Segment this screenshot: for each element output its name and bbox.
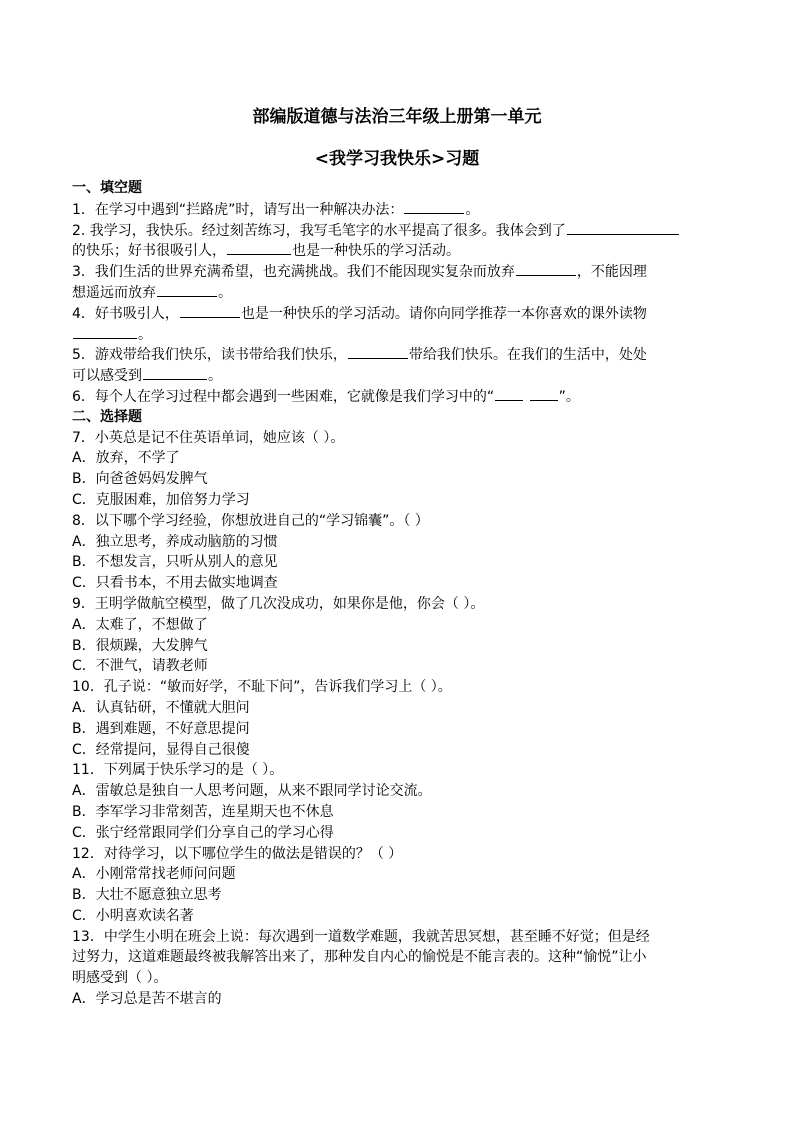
question-7-stem: 7．小英总是记不住英语单词，她应该（ ）。 — [72, 429, 345, 446]
question-12-stem: 12．对待学习，以下哪位学生的做法是错误的？（ ） — [72, 845, 403, 862]
answer-blank — [227, 240, 291, 255]
question-text: 2. 我学习，我快乐。经过刻苦练习，我写毛笔字的水平提高了很多。我体会到了 — [72, 222, 566, 239]
question-text: 带给我们快乐。在我们的生活中，处处 — [408, 347, 647, 364]
question-9-option-b: B．很烦躁，大发脾气 — [72, 637, 208, 654]
question-8-option-b: B．不想发言，只听从别人的意见 — [72, 554, 278, 571]
question-text: 的快乐；好书很吸引人， — [72, 243, 226, 260]
question-text: 6．每个人在学习过程中都会遇到一些困难，它就像是我们学习中的“ — [72, 388, 495, 405]
question-text: 可以感受到 — [72, 368, 142, 385]
question-4-line-1 — [72, 303, 722, 324]
answer-blank — [143, 365, 207, 380]
question-text: 1．在学习中遇到“拦路虎”时，请写出一种解决办法： — [72, 201, 404, 218]
question-text: 。 — [208, 368, 222, 385]
answer-blank — [530, 386, 558, 401]
answer-blank — [157, 282, 217, 297]
question-8-option-c: C．只看书本，不用去做实地调查 — [72, 575, 278, 592]
answer-blank — [567, 220, 679, 235]
question-text: 5．游戏带给我们快乐，读书带给我们快乐， — [72, 347, 347, 364]
question-text: 。 — [138, 326, 152, 343]
question-2-line-2 — [72, 240, 722, 261]
page-subtitle: <我学习我快乐>习题 — [314, 149, 480, 169]
question-7-option-c: C．克服困难，加倍努力学习 — [72, 491, 250, 508]
question-13-stem-line-1: 13．中学生小明在班会上说：每次遇到一道数学难题，我就苦思冥想，甚至睡不好觉；但是经 — [72, 928, 650, 945]
question-4-line-2 — [72, 324, 722, 345]
question-8-option-a: A．独立思考，养成动脑筋的习惯 — [72, 533, 278, 550]
question-9-option-a: A．太难了，不想做了 — [72, 616, 208, 633]
question-11-option-b: B．李军学习非常刻苦，连星期天也不休息 — [72, 803, 334, 820]
question-1 — [72, 199, 722, 220]
question-11-stem: 11．下列属于快乐学习的是（ ）。 — [72, 762, 284, 779]
question-text: 4．好书吸引人， — [72, 305, 179, 322]
question-13-stem-line-3: 明感受到（ ）。 — [72, 970, 168, 987]
question-text: 也是一种快乐的学习活动。 — [292, 243, 460, 260]
question-3-line-2 — [72, 282, 722, 303]
question-11-option-c: C．张宁经常跟同学们分享自己的学习心得 — [72, 824, 334, 841]
question-9-stem: 9．王明学做航空模型，做了几次没成功，如果你是他，你会（ ）。 — [72, 595, 485, 612]
answer-blank — [180, 303, 240, 318]
question-2-line-1 — [72, 220, 722, 241]
section-heading-multiple-choice: 二、选择题 — [72, 408, 142, 425]
question-9-option-c: C．不泄气，请教老师 — [72, 658, 208, 675]
question-13-option-a: A．学习总是苦不堪言的 — [72, 991, 222, 1008]
question-5-line-2 — [72, 365, 722, 386]
answer-blank — [404, 199, 464, 214]
worksheet-content — [72, 178, 722, 1010]
question-text: 3．我们生活的世界充满希望，也充满挑战。我们不能因现实复杂而放弃 — [72, 264, 515, 281]
answer-blank — [73, 324, 137, 339]
question-text: ”。 — [558, 388, 580, 405]
question-text: 也是一种快乐的学习活动。请你向同学推荐一本你喜欢的课外读物 — [240, 305, 647, 322]
answer-blank — [348, 344, 408, 359]
question-12-option-b: B．大壮不愿意独立思考 — [72, 887, 222, 904]
question-8-stem: 8．以下哪个学习经验，你想放进自己的“学习锦囊”。（ ） — [72, 512, 429, 529]
section-heading-fill-in: 一、填空题 — [72, 180, 142, 196]
question-10-stem: 10．孔子说：“敏而好学，不耻下问”，告诉我们学习上（ ）。 — [72, 679, 452, 696]
question-7-option-b: B．向爸爸妈妈发脾气 — [72, 471, 208, 488]
question-12-option-a: A．小刚常常找老师问问题 — [72, 866, 236, 883]
question-7-option-a: A．放弃，不学了 — [72, 450, 180, 467]
question-6 — [72, 386, 722, 407]
question-10-option-c: C．经常提问，显得自己很傻 — [72, 741, 250, 758]
question-5-line-1 — [72, 344, 722, 365]
question-text: 。 — [218, 284, 232, 301]
page-title: 部编版道德与法治三年级上册第一单元 — [252, 107, 542, 127]
question-3-line-1 — [72, 261, 722, 282]
question-text: 想遥远而放弃 — [72, 284, 156, 301]
answer-blank — [516, 261, 576, 276]
question-10-option-b: B．遇到难题，不好意思提问 — [72, 720, 250, 737]
question-12-option-c: C．小明喜欢读名著 — [72, 907, 194, 924]
question-10-option-a: A．认真钻研，不懂就大胆问 — [72, 699, 250, 716]
question-13-stem-line-2: 过努力，这道难题最终被我解答出来了，那种发自内心的愉悦是不能言表的。这种“愉悦”让小 — [72, 949, 647, 966]
question-11-option-a: A．雷敏总是独自一人思考问题，从来不跟同学讨论交流。 — [72, 783, 432, 800]
answer-blank — [495, 386, 523, 401]
question-text: 。 — [465, 201, 480, 218]
question-text: ，不能因理 — [576, 264, 647, 281]
